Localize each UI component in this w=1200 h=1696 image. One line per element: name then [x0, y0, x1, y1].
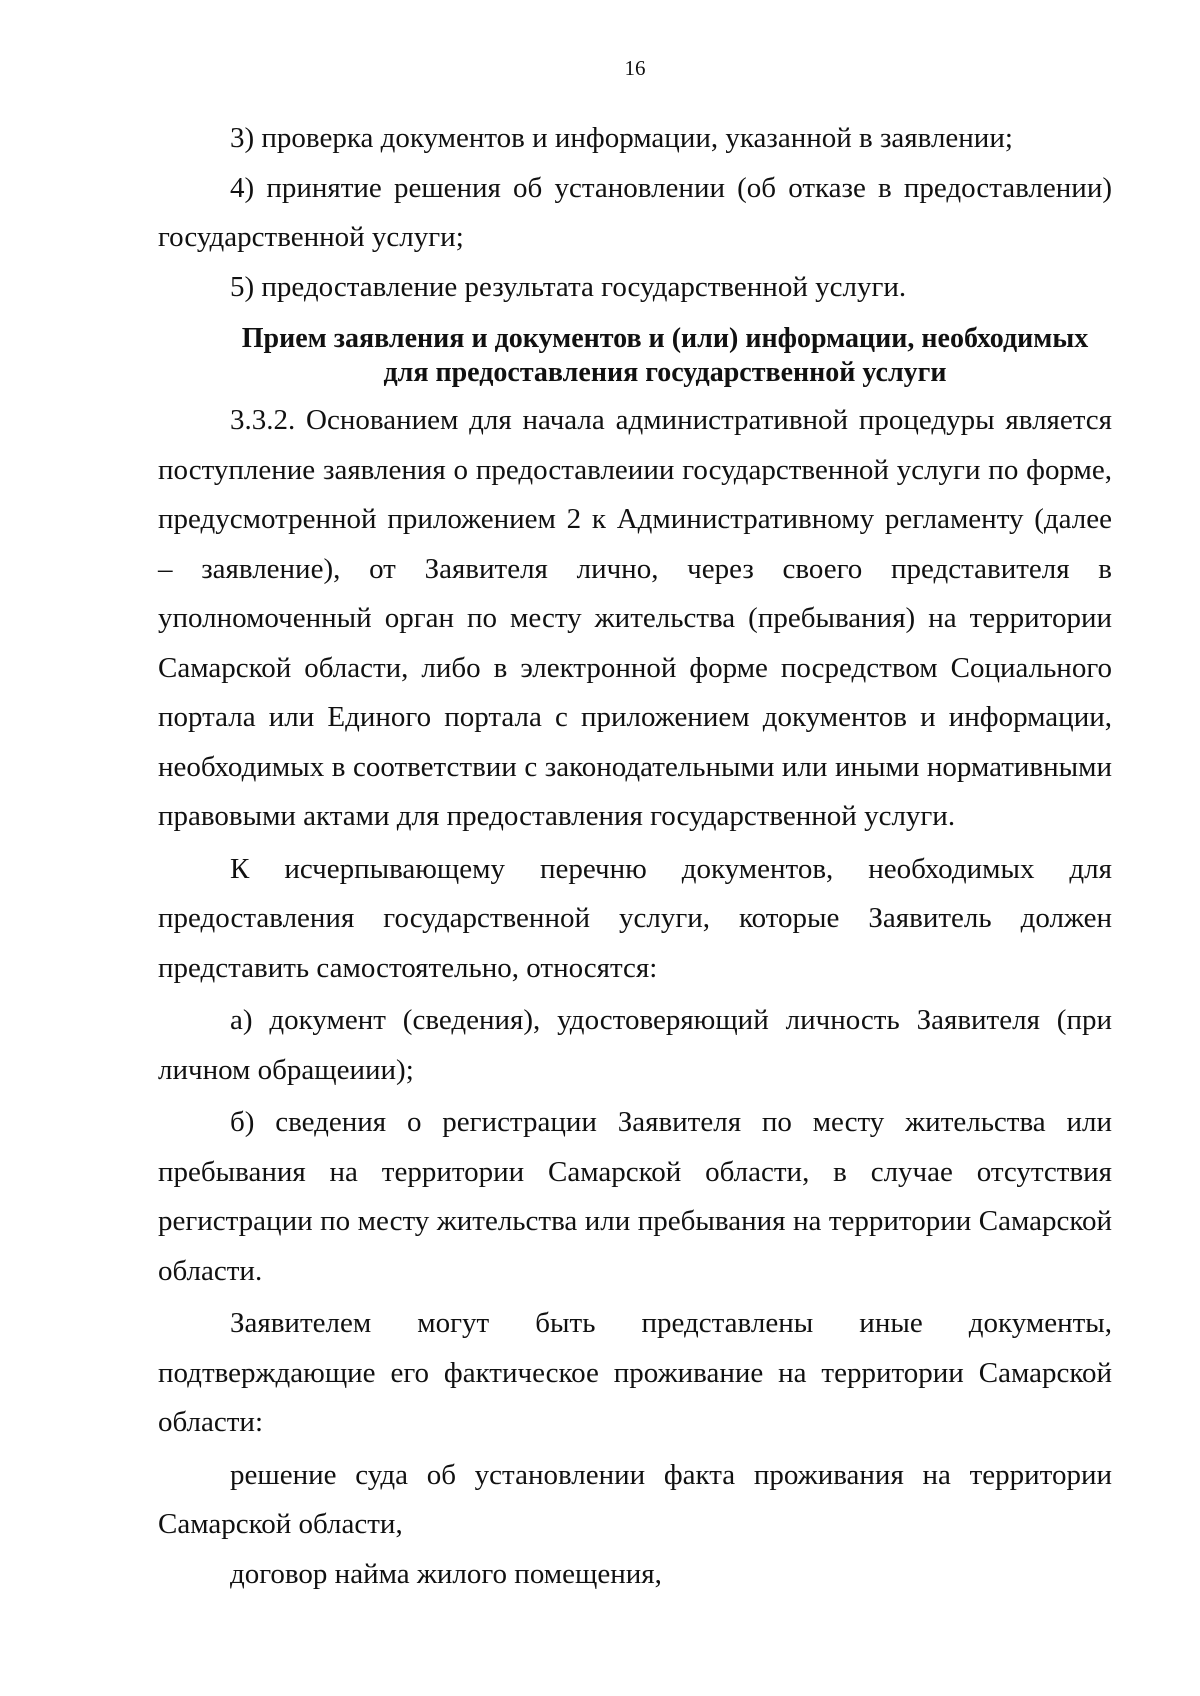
document-body — [158, 114, 1112, 1599]
paragraph-document-list-intro: К исчерпывающему перечню документов, необходимых для предоставления государственной услуги, которые Заявитель должен представить самостоятельно, относятся: — [158, 852, 1112, 984]
list-item-5: 5) предоставление результата государственной услуги. — [230, 270, 907, 303]
paragraph-lease-agreement: договор найма жилого помещения, — [230, 1557, 662, 1590]
paragraph-item-a: а) документ (сведения), удостоверяющий личность Заявителя (при личном обращеиии); — [158, 1004, 1112, 1086]
page-number: 16 — [624, 56, 646, 80]
paragraph-item-b: б) сведения о регистрации Заявителя по месту жительства или пребывания на территории Самарской области, в случае отсутствия регистрации по месту жительства или пребывания на территории Самарской области. — [158, 1106, 1112, 1287]
section-heading-line-1: Прием заявления и документов и (или) информации, необходимых — [241, 323, 1089, 354]
paragraph-other-documents: Заявителем могут быть представлены иные документы, подтверждающие его фактическое проживание на территории Самарской области: — [158, 1307, 1112, 1438]
section-heading-line-2: для предоставления государственной услуги — [383, 357, 947, 388]
paragraph-court-decision: решение суда об установлении факта проживания на территории Самарской области, — [158, 1458, 1112, 1540]
section-heading — [158, 322, 1112, 390]
paragraph-3-3-2: 3.3.2. Основанием для начала административной процедуры является поступление заявления о предоставлеиии государственной услуги по форме, предусмотренной приложением 2 к Административному регламенту (далее – заявление), от Заявителя лично, через своего представителя в уполномоченный орган по месту жительства (пребывания) на территории Самарской области, либо в электронной форме посредством Социального портала или Единого портала с приложением документов и информации, необходимых в соответствии с законодательными или иными нормативными правовыми актами для предоставления государственной услуги. — [158, 404, 1112, 832]
list-item-3: 3) проверка документов и информации, указанной в заявлении; — [230, 122, 1013, 154]
list-item-4: 4) принятие решения об установлении (об отказе в предоставлении) государственной услуги; — [158, 171, 1112, 253]
